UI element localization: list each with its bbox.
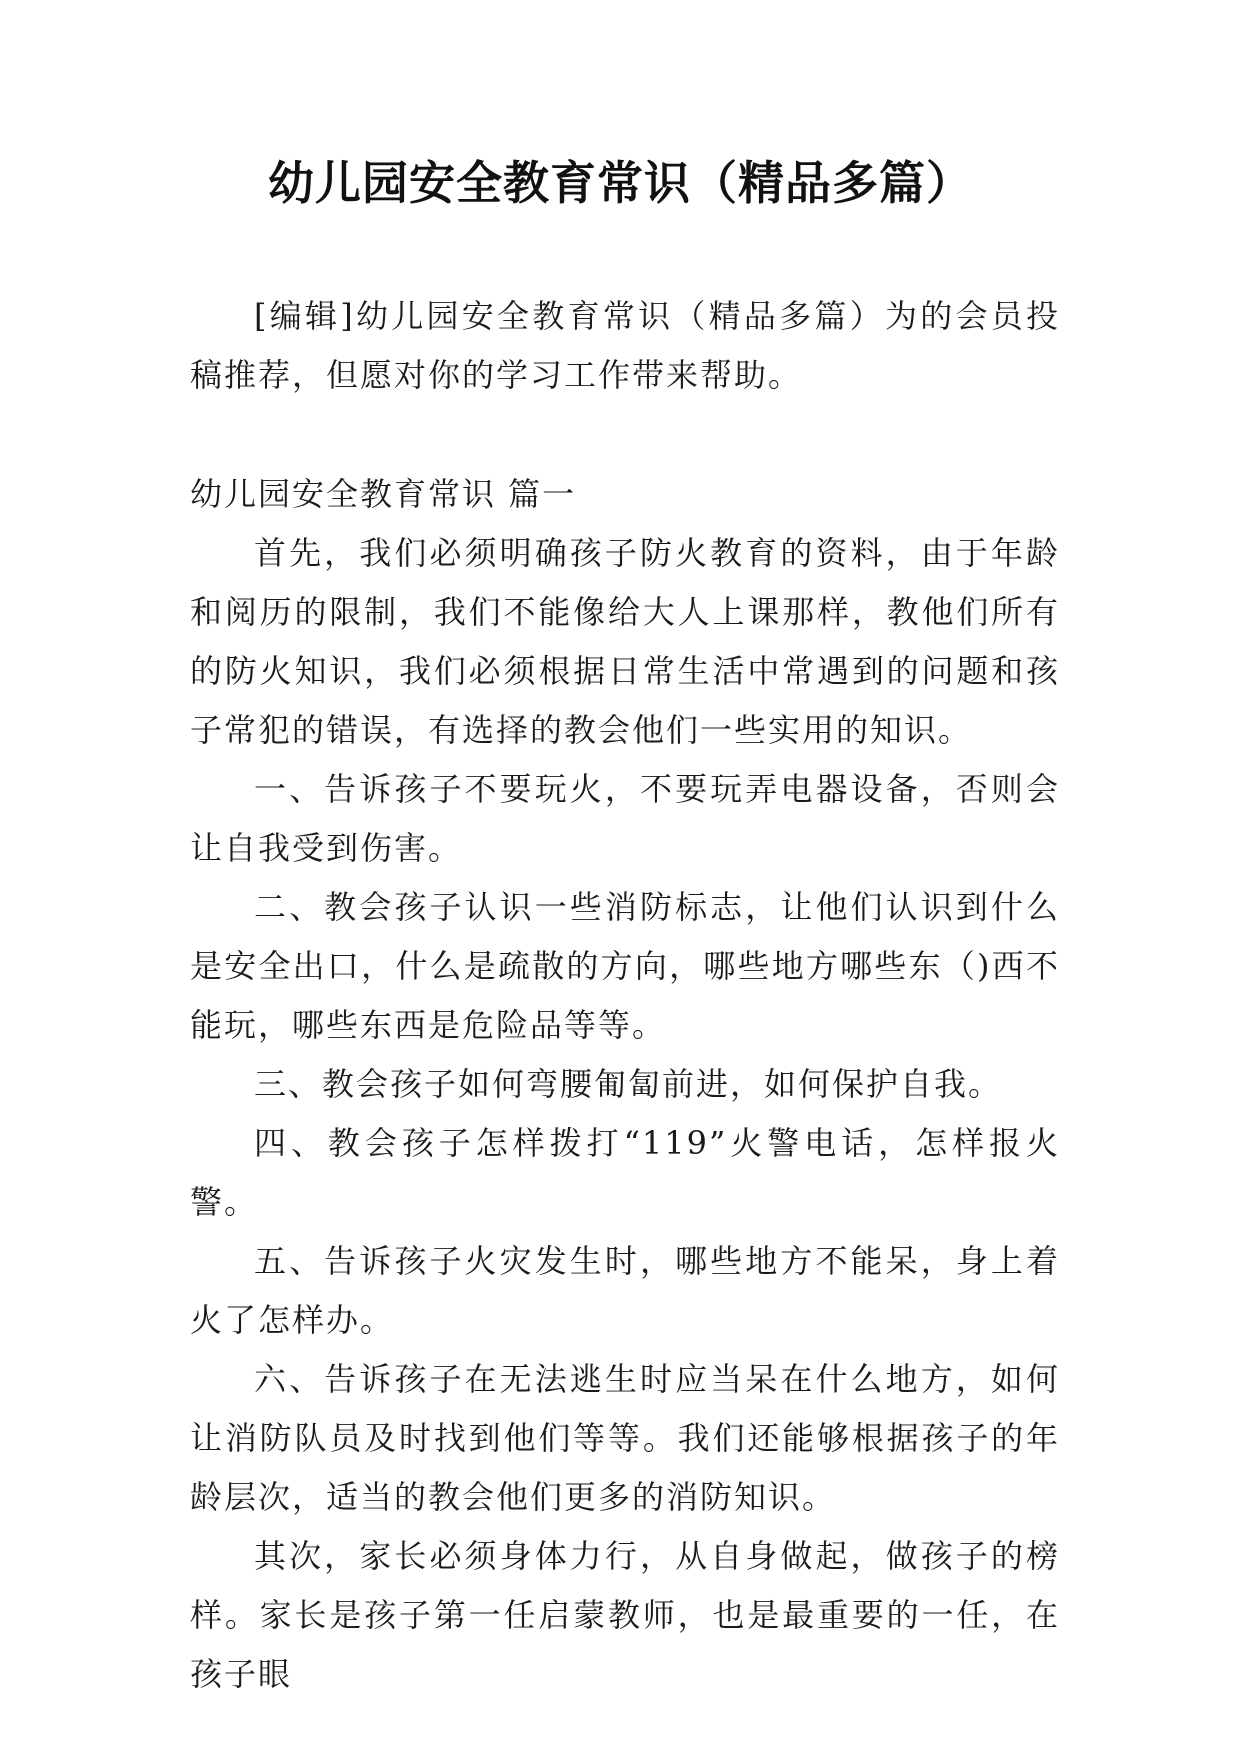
paragraph: 一、告诉孩子不要玩火，不要玩弄电器设备，否则会让自我受到伤害。 xyxy=(190,770,1060,867)
document-title: 幼儿园安全教育常识（精品多篇） xyxy=(268,156,973,210)
paragraph: 六、告诉孩子在无法逃生时应当呆在什么地方，如何让消防队员及时找到他们等等。我们还能够根据孩子的年龄层次，适当的教会他们更多的消防知识。 xyxy=(190,1360,1060,1516)
paragraph: 首先，我们必须明确孩子防火教育的资料，由于年龄和阅历的限制，我们不能像给大人上课那样，教他们所有的防火知识，我们必须根据日常生活中常遇到的问题和孩子常犯的错误，有选择的教会他们一些实用的知识。 xyxy=(190,534,1060,749)
intro-paragraph: [编辑]幼儿园安全教育常识（精品多篇）为的会员投稿推荐，但愿对你的学习工作带来帮助。 xyxy=(190,297,1060,394)
section-heading: 幼儿园安全教育常识 篇一 xyxy=(190,475,577,513)
document-body xyxy=(190,287,1060,1704)
paragraph: 其次，家长必须身体力行，从自身做起，做孩子的榜样。家长是孩子第一任启蒙教师，也是最重要的一任，在孩子眼 xyxy=(190,1537,1060,1693)
spacer xyxy=(190,405,1060,465)
paragraph: 四、教会孩子怎样拨打“119”火警电话，怎样报火警。 xyxy=(190,1124,1060,1221)
paragraph: 二、教会孩子认识一些消防标志，让他们认识到什么是安全出口，什么是疏散的方向，哪些地方哪些东（)西不能玩，哪些东西是危险品等等。 xyxy=(190,888,1060,1044)
paragraph: 五、告诉孩子火灾发生时，哪些地方不能呆，身上着火了怎样办。 xyxy=(190,1242,1060,1339)
paragraph: 三、教会孩子如何弯腰匍匐前进，如何保护自我。 xyxy=(254,1065,1003,1103)
